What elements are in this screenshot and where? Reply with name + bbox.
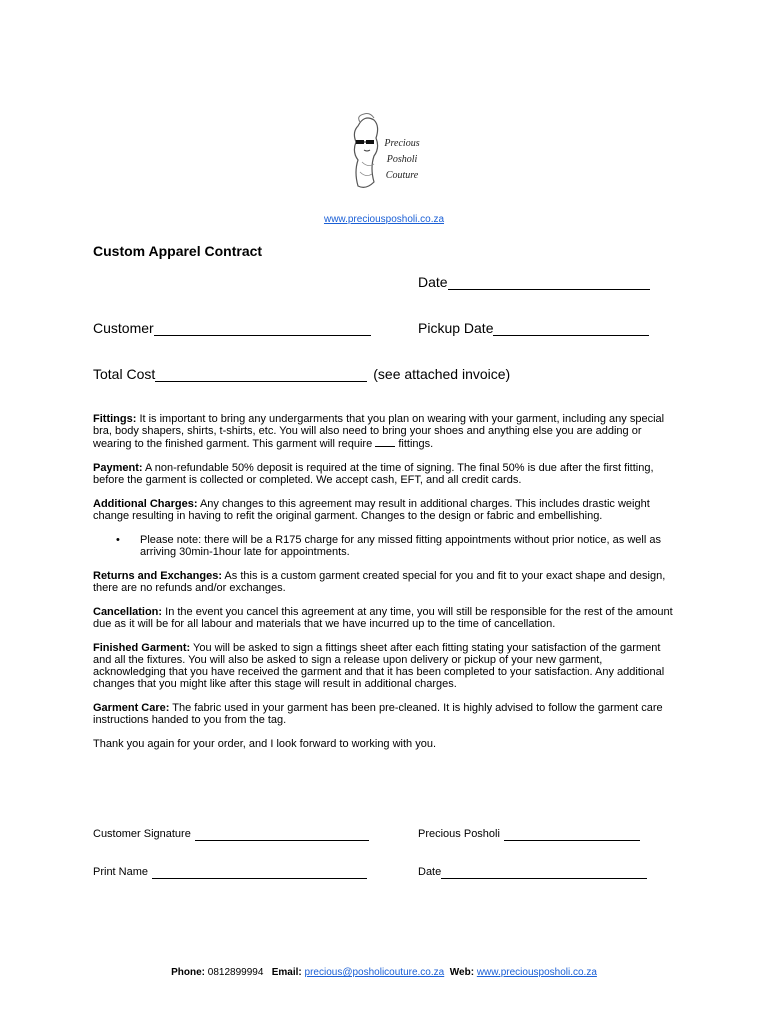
customer-label: Customer xyxy=(93,320,154,336)
signature-date-line[interactable] xyxy=(441,868,647,879)
customer-signature-line[interactable] xyxy=(195,830,369,841)
owner-signature-label: Precious Posholi xyxy=(418,828,500,840)
signature-date-field xyxy=(418,866,647,879)
payment-heading: Payment: xyxy=(93,462,143,474)
garment-care-paragraph xyxy=(93,702,678,726)
fittings-count-blank[interactable] xyxy=(375,437,395,447)
date-line[interactable] xyxy=(448,276,650,290)
fittings-text: It is important to bring any undergarments that you plan on wearing with your garment, including any special bra, body shapers, shirts, t-shirts, etc. You will also need to bring your shoes and anything else you are adding or wearing to the finished garment. This garment will require xyxy=(93,413,665,450)
customer-signature-label: Customer Signature xyxy=(93,828,191,840)
pickup-date-line[interactable] xyxy=(493,322,649,336)
web-link[interactable]: www.preciousposholi.co.za xyxy=(476,967,597,978)
print-name-field xyxy=(93,866,367,879)
returns-paragraph xyxy=(93,570,678,594)
date-label: Date xyxy=(418,274,448,290)
customer-field xyxy=(93,320,371,336)
fittings-text-end: fittings. xyxy=(395,438,434,450)
finished-garment-text: You will be asked to sign a fittings sheet after each fitting stating your satisfaction of the garment and all the fixtures. You will also be asked to sign a release upon delivery or pickup of your new garment, acknowledging that you have received the garment and that it has been completed to your satisfaction. Any additional changes that you might like after this stage will result in additional charges. xyxy=(93,642,665,690)
finished-garment-paragraph xyxy=(93,642,678,690)
total-cost-line[interactable] xyxy=(155,368,367,382)
additional-charges-heading: Additional Charges: xyxy=(93,498,198,510)
garment-care-text: The fabric used in your garment has been pre-cleaned. It is highly advised to follow the garment care instructions handed to you from the tag. xyxy=(93,702,663,726)
phone-number: 0812899994 xyxy=(207,967,264,978)
pickup-date-field xyxy=(418,320,649,336)
print-name-line[interactable] xyxy=(152,868,367,879)
customer-line[interactable] xyxy=(154,322,371,336)
date-field xyxy=(418,274,650,290)
bullet-icon: • xyxy=(116,534,120,546)
returns-text: As this is a custom garment created special for you and fit to your exact shape and design, there are no refunds and/or exchanges. xyxy=(93,570,666,594)
signature-date-label: Date xyxy=(418,866,442,878)
total-cost-field xyxy=(93,366,510,382)
notes-list xyxy=(93,534,678,558)
missed-fitting-note: Please note: there will be a R175 charge for any missed fitting appointments without prior notice, as well as arriving 30min-1hour late for appointments. xyxy=(140,534,661,558)
email-label: Email: xyxy=(271,967,302,978)
footer-contact xyxy=(0,967,768,978)
website-link[interactable]: www.preciousposholi.co.za xyxy=(323,214,445,225)
total-cost-label: Total Cost xyxy=(93,366,156,382)
additional-charges-text: Any changes to this agreement may result in additional charges. This includes drastic weight change resulting in having to refit the original garment. Changes to the design or fabric and embellishing. xyxy=(93,498,650,522)
total-cost-note: (see attached invoice) xyxy=(373,366,511,382)
company-logo xyxy=(344,112,436,196)
logo-text: Precious xyxy=(384,138,420,149)
phone-label: Phone: xyxy=(171,967,205,978)
print-name-label: Print Name xyxy=(93,866,149,878)
fittings-paragraph xyxy=(93,413,678,450)
returns-heading: Returns and Exchanges: xyxy=(93,570,222,582)
customer-signature-field xyxy=(93,828,369,841)
additional-charges-paragraph xyxy=(93,498,678,522)
garment-care-heading: Garment Care: xyxy=(93,702,170,714)
fittings-heading: Fittings: xyxy=(93,413,137,425)
page-title: Custom Apparel Contract xyxy=(93,243,263,259)
owner-signature-field xyxy=(418,828,640,841)
cancellation-text: In the event you cancel this agreement at any time, you will still be responsible for the rest of the amount due as it will be for all labour and materials that we have incurred up to the time of cancellation. xyxy=(93,606,673,630)
svg-text:Posholi: Posholi xyxy=(386,154,418,165)
thanks-paragraph: Thank you again for your order, and I look forward to working with you. xyxy=(93,738,437,750)
payment-paragraph xyxy=(93,462,678,486)
web-label: Web: xyxy=(449,967,475,978)
cancellation-heading: Cancellation: xyxy=(93,606,163,618)
svg-text:Couture: Couture xyxy=(385,170,419,181)
payment-text: A non-refundable 50% deposit is required at the time of signing. The final 50% is due after the first fitting, before the garment is collected or completed. We accept cash, EFT, and all credit cards. xyxy=(93,462,654,486)
pickup-date-label: Pickup Date xyxy=(418,320,494,336)
owner-signature-line[interactable] xyxy=(504,830,640,841)
email-link[interactable]: precious@posholicouture.co.za xyxy=(304,967,445,978)
contract-body xyxy=(93,413,678,762)
finished-garment-heading: Finished Garment: xyxy=(93,642,191,654)
list-item xyxy=(93,534,678,558)
cancellation-paragraph xyxy=(93,606,678,630)
